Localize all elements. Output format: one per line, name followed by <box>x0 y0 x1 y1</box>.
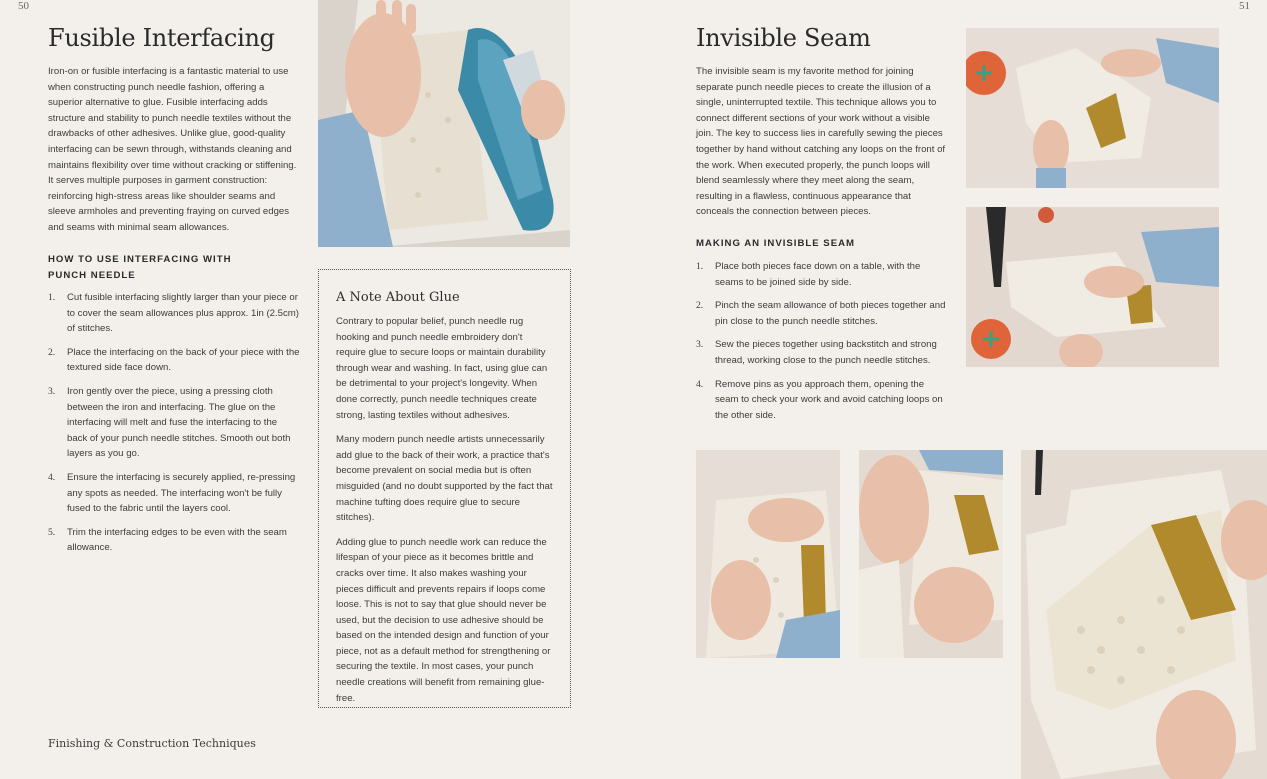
list-item <box>696 377 948 424</box>
intro-paragraph-right: The invisible seam is my favorite method for joining separate punch needle pieces to create the illusion of a single, uninterrupted textile. This technique allows you to connect different sections of your work without a visible join. The key to success lies in carefully sewing the pieces together by hand without catching any loops on the front of the work. When executed properly, the punch loops will blend seamlessly where they meet along the seam, resulting in a flawless, continuous appearance that conceals the connection between pieces. <box>696 66 946 218</box>
note-paragraph: Contrary to popular belief, punch needle rug hooking and punch needle embroidery don't require glue to secure loops or maintain durability through wear and washing. In fact, using glue can be detrimental to your project's longevity. When done correctly, punch needle techniques create strong, lasting textiles without adhesives. <box>336 316 548 421</box>
page-title-fusible-interfacing: Fusible Interfacing <box>48 24 275 52</box>
list-item <box>48 384 300 462</box>
seam-steps-list <box>696 259 948 423</box>
step-number: 3. <box>696 339 704 351</box>
photo-ironing-interfacing <box>318 0 570 247</box>
howto-heading-line2: PUNCH NEEDLE <box>48 269 136 281</box>
page-number-right: 51 <box>1239 0 1250 12</box>
step-text: Remove pins as you approach them, opening the seam to check your work and avoid catching loops on the other side. <box>715 378 943 421</box>
photo-sewing-seam-closeup <box>696 450 840 658</box>
step-text: Sew the pieces together using backstitch and strong thread, working close to the punch needle stitches. <box>715 339 937 366</box>
running-footer: Finishing & Construction Techniques <box>48 737 256 750</box>
list-item <box>696 298 948 329</box>
list-item <box>48 290 300 337</box>
list-item <box>696 337 948 368</box>
step-number: 3. <box>48 385 56 397</box>
photo-pinning-seam <box>966 207 1219 367</box>
intro-paragraph-left: Iron-on or fusible interfacing is a fantastic material to use when constructing punch needle fashion, offering a superior alternative to glue. Fusible interfacing adds structure and stability to punch needle textiles without the drawbacks of other adhesives. Unlike glue, good-quality interfacing can be sewn through, withstands cleaning and maintains flexibility over time without cracking or stiffening. It serves multiple purposes in garment construction: reinforcing high-stress areas like shoulder seams and sleeve armholes and preventing fraying on curved edges and seams with minimal seam allowances. <box>48 66 297 233</box>
list-item <box>48 345 300 376</box>
photo-pinching-seam <box>966 28 1219 188</box>
howto-heading <box>48 252 300 283</box>
note-title: A Note About Glue <box>336 290 460 305</box>
list-item <box>48 470 300 517</box>
step-text: Trim the interfacing edges to be even with the seam allowance. <box>67 526 287 554</box>
step-text: Place the interfacing on the back of your piece with the textured side face down. <box>67 346 300 374</box>
page-title-invisible-seam: Invisible Seam <box>696 24 871 52</box>
interfacing-steps-list <box>48 290 300 556</box>
photo-finished-seam <box>1021 450 1267 779</box>
making-seam-heading: MAKING AN INVISIBLE SEAM <box>696 238 856 249</box>
page-number-left: 50 <box>18 0 29 12</box>
step-number: 2. <box>48 346 56 358</box>
step-number: 4. <box>48 471 56 483</box>
step-text: Ensure the interfacing is securely applied, re-pressing any spots as needed. The interfacing won't be fully fused to the fabric until the layers cool. <box>67 471 296 515</box>
step-number: 5. <box>48 526 56 538</box>
photo-backstitch-closeup <box>859 450 1003 658</box>
step-text: Iron gently over the piece, using a pressing cloth between the iron and interfacing. The glue on the interfacing will melt and fuse the interfacing to the back of your punch needle stitches. Smooth out both layers as you go. <box>67 385 291 460</box>
step-number: 4. <box>696 378 704 390</box>
list-item <box>696 259 948 290</box>
note-about-glue-box <box>318 269 571 708</box>
list-item <box>48 525 300 556</box>
step-number: 1. <box>696 261 704 272</box>
step-text: Place both pieces face down on a table, with the seams to be joined side by side. <box>715 261 921 288</box>
step-text: Pinch the seam allowance of both pieces together and pin close to the punch needle stitches. <box>715 300 946 327</box>
step-number: 2. <box>696 300 704 312</box>
step-text: Cut fusible interfacing slightly larger than your piece or to cover the seam allowances plus approx. 1in (2.5cm) of stitches. <box>67 292 299 335</box>
note-paragraph: Adding glue to punch needle work can reduce the lifespan of your piece as it becomes brittle and cracks over time. It also makes washing your pieces difficult and prevents repairs if loops come loose. This is not to say that glue should never be used, but the decision to use adhesive should be based on the intended design and function of your piece, not as a default method for strengthening or securing the textile. In most cases, your punch needle creations will benefit from remaining glue-free. <box>336 536 551 704</box>
step-number: 1. <box>48 292 56 303</box>
note-paragraph: Many modern punch needle artists unnecessarily add glue to the back of their work, a practice that's become prevalent on social media but is often misguided (and no doubt supported by the fact that machine tufting does require glue to secure stitches). <box>336 434 553 524</box>
howto-heading-line1: HOW TO USE INTERFACING WITH <box>48 254 232 265</box>
